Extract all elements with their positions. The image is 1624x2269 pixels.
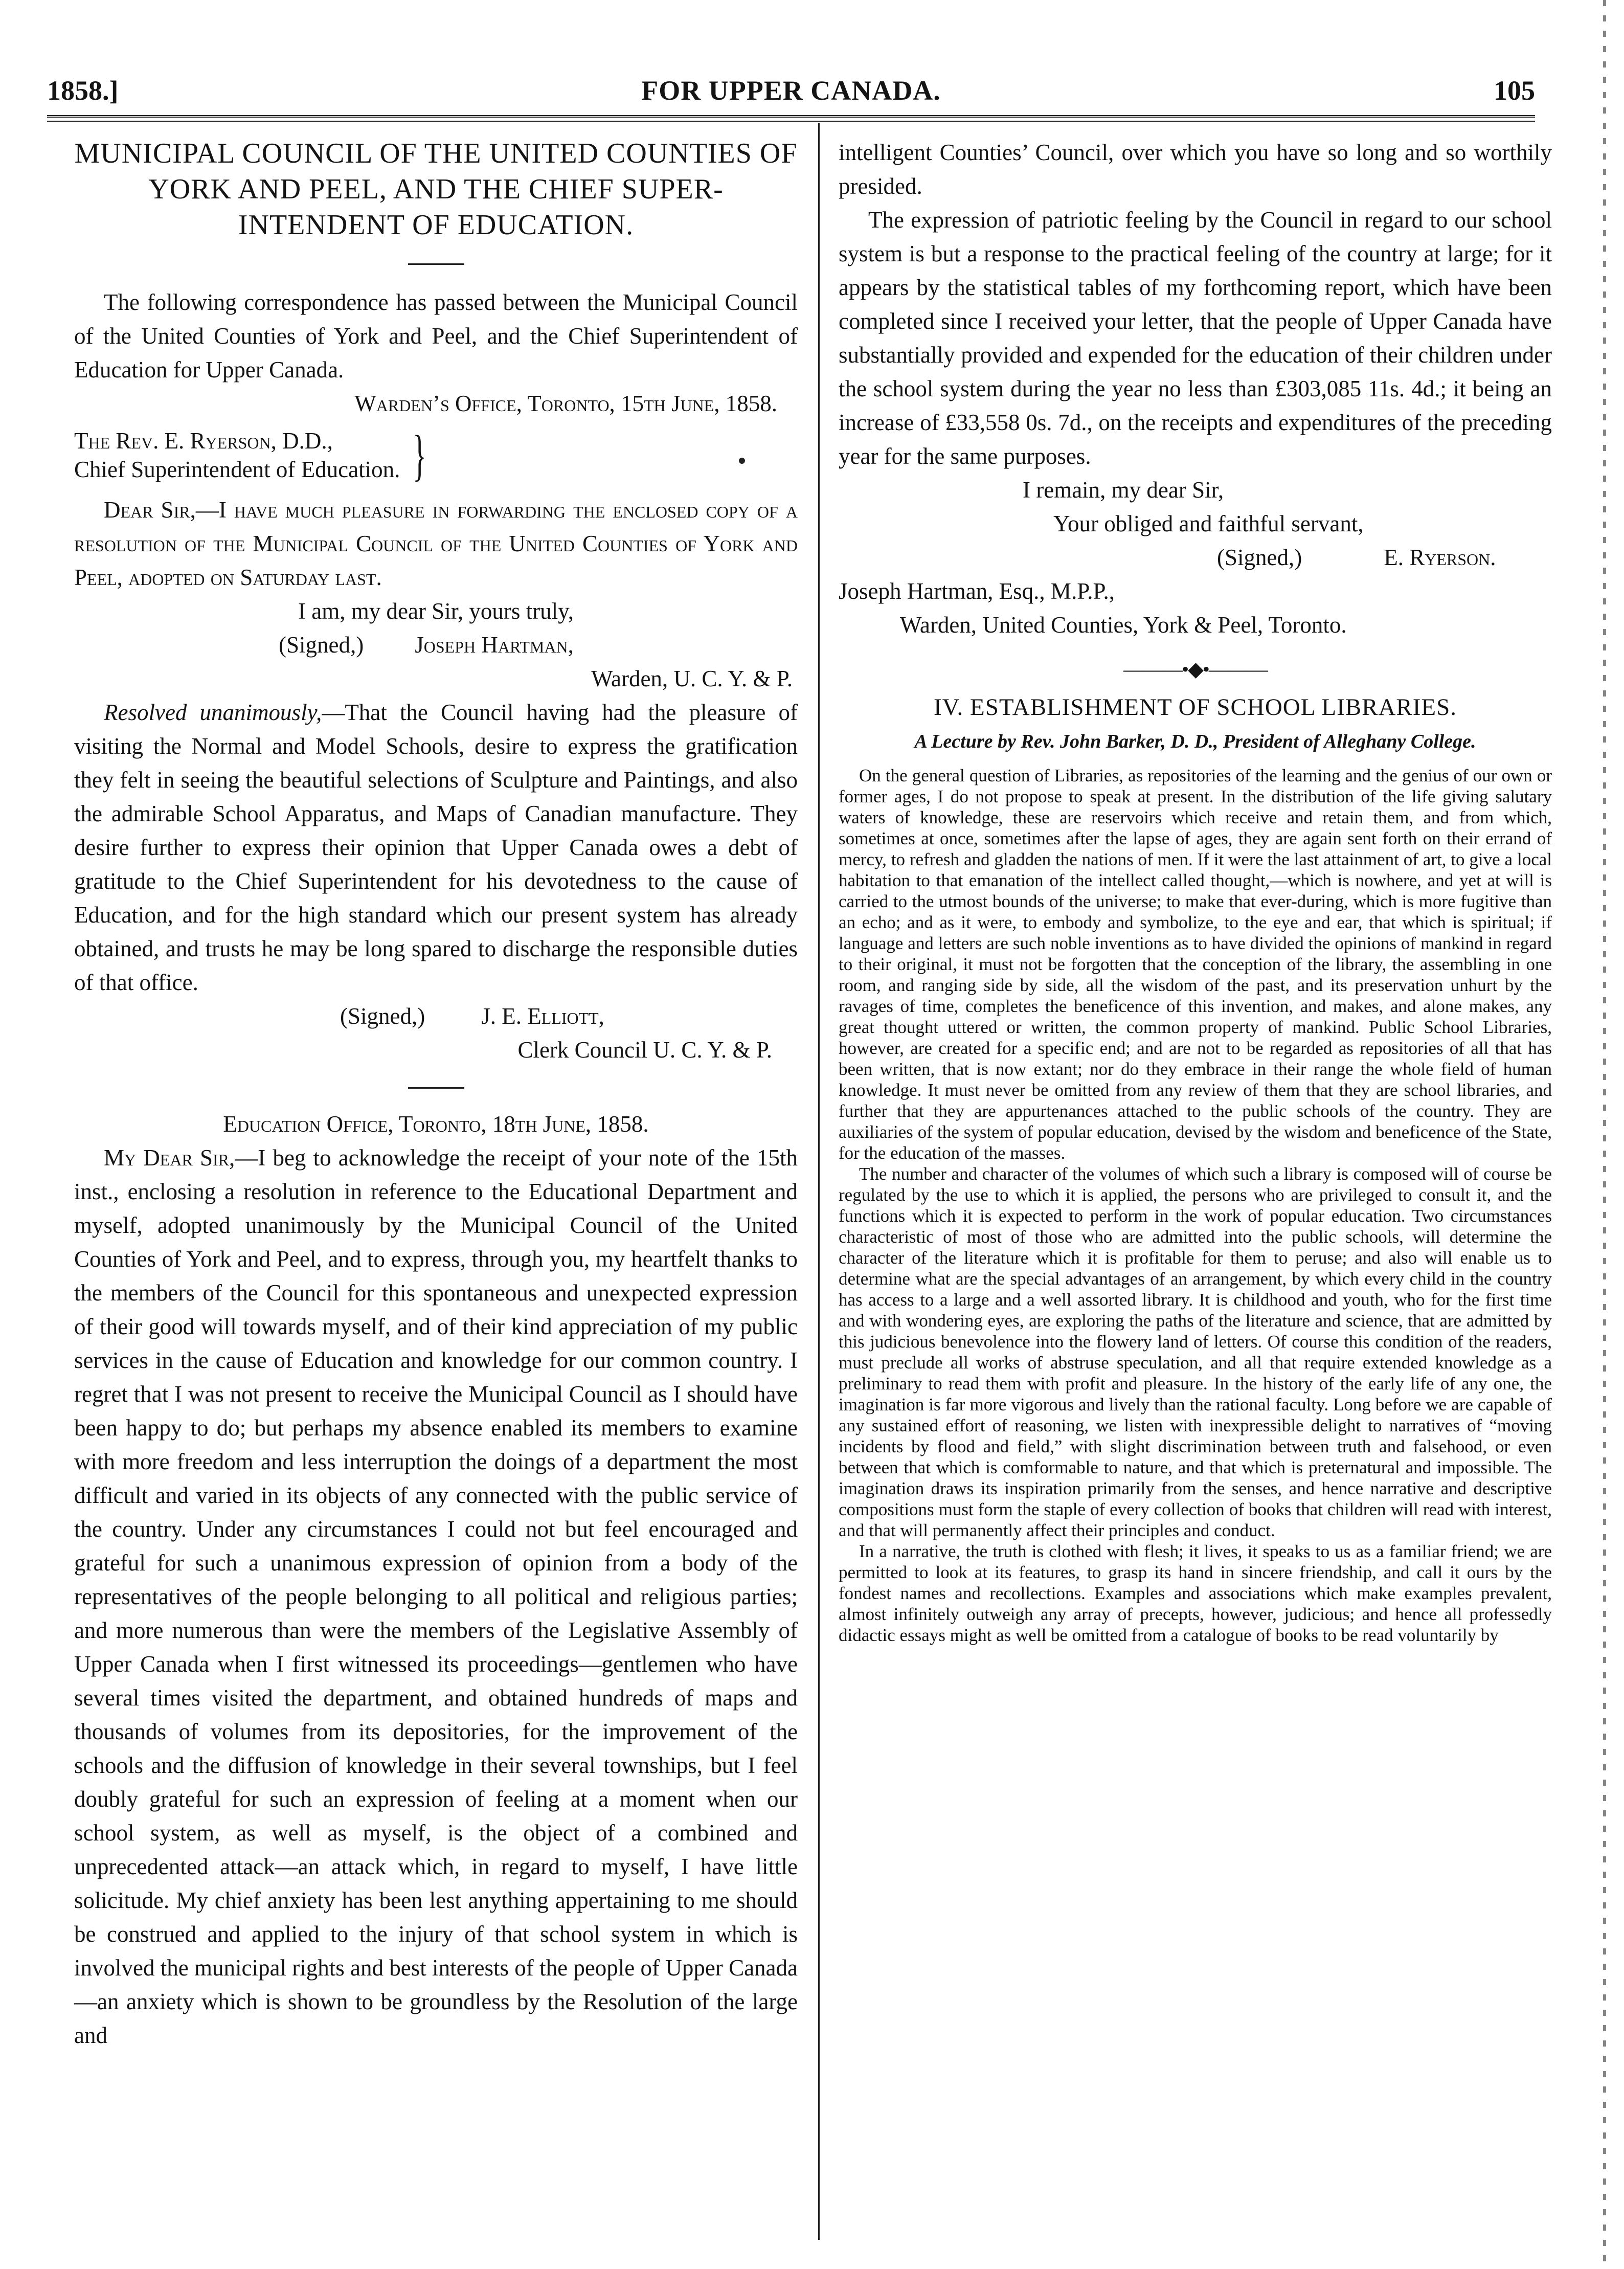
letter2-close2: Your obliged and faithful servant, <box>1053 511 1364 536</box>
letter2-recipient-title: Warden, United Counties, York & Peel, Toronto. <box>900 612 1347 638</box>
right-column <box>839 136 1552 1646</box>
lecture-paragraph-1: On the general question of Libraries, as repositories of the learning and the genius of our own or former ages, I do not propose to speak at present. In the distribution of the life giving salutary waters of knowledge, these are reservoirs which receive and retain them, and from which, sometimes at once, sometimes after the lapse of ages, they are again sent forth on their errand of mercy, to refresh and gladden the nations of men. If it were the last attainment of art, to give a local habitation to that emanation of the intellect called thought,—which is nowhere, and yet at will is carried to the utmost bounds of the universe; to make that ever-during, which is more fugitive than an echo; and as it were, to embody and symbolize, to the eye and ear, that which is spiritual; if language and letters are such noble inventions as to have divided the opinions of mankind in regard to their original, it must not be forgotten that the conception of the library, the assembling in one room, and ranging side by side, all the wisdom of the past, and its preservation unhurt by the ravages of time, completes the beneficence of this invention, and makes, and alone makes, any great thought uttered or written, the common property of mankind. Public School Libraries, however, are created for a specific end; and are not to be regarded as repositories of all that has been written, that is now extant; nor do they embrace in their range the whole field of human knowledge. It must never be omitted from any review of them that they are school libraries, and further that they are appurtenances attached to the public schools of the country. They are auxiliaries of the system of popular education, devised by the wisdom and beneficence of the State, for the education of the masses. <box>839 766 1552 1163</box>
left-column <box>74 136 798 2052</box>
addressee-name: The Rev. E. Ryerson, D.D., <box>74 428 333 454</box>
dateline-warden: Warden’s Office, Toronto, 15th June, 1858. <box>354 391 777 416</box>
letter2-signature <box>839 541 1552 574</box>
letter1-signature <box>74 628 798 662</box>
letter1-title: Warden, U. C. Y. & P. <box>591 666 793 691</box>
resolution-text: —That the Council having had the pleasure of visiting the Normal and Model Schools, desire to express the gratification they felt in seeing the beautiful selections of Sculpture and Paintings, and also the admirable School Apparatus, and Maps of Canadian manufacture. They desire further to express their opinion that Upper Canada owes a debt of gratitude to the Chief Superintendent for his devotedness to the cause of Education, and for the high standard which our present system has already obtained, and trusts he may be long spared to discharge the responsible duties of that office. <box>74 700 798 995</box>
addressee-block <box>74 426 798 484</box>
lecture-paragraph-3: In a narrative, the truth is clothed with flesh; it lives, it speaks to us as a familiar friend; we are permitted to look at its features, to grasp its hand in sincere friendship, and call it ours by the fondest names and recollections. Examples and associations which make examples prevalent, almost infinitely outweigh any array of precepts, however, judicious; and hence all professedly didactic essays might as well be omitted from a catalogue of books to be read voluntarily by <box>839 1541 1552 1645</box>
column-divider <box>818 123 820 2240</box>
letter2-paragraph2: The expression of patriotic feeling by the Council in regard to our school system is but a response to the practical feeling of the country at large; for it appears by the statistical tables of my forthcoming report, which have been completed since I received your letter, that the people of Upper Canada have substantially provided and expended for the education of their children under the school system during the year no less than £303,085 11s. 4d.; it being an increase of £33,558 0s. 7d., on the receipts and expenditures of the preceding year for the same purposes. <box>839 207 1552 469</box>
letter1-body <box>74 493 798 594</box>
letter1-close: I am, my dear Sir, yours truly, <box>298 598 574 624</box>
resolution-title: Clerk Council U. C. Y. & P. <box>517 1037 772 1063</box>
section-title: IV. ESTABLISHMENT OF SCHOOL LIBRARIES. <box>933 694 1457 721</box>
short-rule-2 <box>408 1087 464 1089</box>
resolution-paragraph <box>74 695 798 999</box>
lecture-byline: A Lecture by Rev. John Barker, D. D., President of Alleghany College. <box>914 731 1476 752</box>
dateline-education: Education Office, Toronto, 18th June, 1858. <box>223 1111 649 1137</box>
letter2-signer: E. Ryerson. <box>1384 545 1496 570</box>
resolution-signed: (Signed,) <box>340 1003 425 1029</box>
letter2-signed: (Signed,) <box>1217 545 1302 570</box>
resolution-lead: Resolved unanimously, <box>104 700 322 725</box>
letter2-salutation: My Dear Sir, <box>104 1145 235 1171</box>
header-title: FOR UPPER CANADA. <box>641 75 941 106</box>
page-edge-mark <box>1603 0 1606 2269</box>
letter2-continuation: intelligent Counties’ Council, over which you have so long and so worthily presided. <box>839 140 1552 199</box>
letter1-signed: (Signed,) <box>279 632 364 658</box>
short-rule <box>408 263 464 265</box>
resolution-name: J. E. Elliott, <box>481 1003 604 1029</box>
letter1-name: Joseph Hartman, <box>415 632 574 658</box>
brace-glyph: } <box>413 424 426 486</box>
letter2-text: —I beg to acknowledge the receipt of your note of the 15th inst., enclosing a resolution in reference to the Educational Department and myself, adopted unanimously by the Municipal Council of the United Counties of York and Peel, and to express, through you, my heartfelt thanks to the members of the Council for this spontaneous and unexpected expression of their good will towards myself, and of their kind appreciation of my public services in the cause of Education and knowledge for our common country. I regret that I was not present to receive the Municipal Council as I should have been happy to do; but perhaps my absence enabled its members to examine with more freedom and less interruption the doings of a department the most difficult and varied in its objects of any connected with the public service of the country. Under any circumstances I could not but feel encouraged and grateful for such a unanimous expression of opinion from a body of the representatives of the people belonging to all political and religious parties; and more numerous than were the members of the Legislative Assembly of Upper Canada when I first witnessed its proceedings—gentlemen who have several times visited the department, and obtained hundreds of maps and thousands of volumes from its depositories, for the improvement of the schools and the diffusion of knowledge in their several townships, but I feel doubly grateful for such an expression of feeling at a moment when our school system, as well as myself, is the object of a combined and unprecedented attack—an attack which, in regard to myself, I have little solicitude. My chief anxiety has been lest anything appertaining to me should be construed and applied to the injury of that school system in which is involved the municipal rights and best interests of the people of Upper Canada—an anxiety which is shown to be groundless by the Resolution of the large and <box>74 1145 798 2048</box>
letter2-close1: I remain, my dear Sir, <box>1023 477 1224 503</box>
lecture-paragraph-2: The number and character of the volumes of which such a library is composed will of course be regulated by the use to which it is applied, the persons who are privileged to consult it, and the functions which it is expected to perform in the work of popular education. Two circumstances characteristic of most of those who are admitted into the public schools, will determine the character of the literature which it is profitable for them to peruse; and also will enable us to determine what are the special advantages of an arrangement, by which every child in the country has access to a large and a well assorted library. It is childhood and youth, who for the first time and with wondering eyes, are exploring the paths of the literature and science, that are admitted by this judicious benevolence into the flowery land of letters. Of course this condition of the readers, must preclude all works of abstruse speculation, and all that require extended knowledge as a preliminary to read them with profit and pleasure. In the history of the early life of any one, the imagination is far more vigorous and lively than the rational faculty. Long before we are capable of any sustained effort of reasoning, we listen with inexpressible delight to narratives of “moving incidents by flood and field,” with slight discrimination between truth and falsehood, or even between that which is comformable to nature, and that which is preternatural and impossible. The imagination draws its inspiration primarily from the senses, and hence narrative and descriptive compositions must form the staple of every collection of books that children will read with interest, and that will permanently affect their principles and conduct. <box>839 1164 1552 1540</box>
running-header <box>47 60 1535 106</box>
page-number: 105 <box>1494 75 1535 106</box>
resolution-signature <box>74 999 798 1033</box>
header-year: 1858.] <box>47 75 119 106</box>
letter2-recipient: Joseph Hartman, Esq., M.P.P., <box>839 578 1115 604</box>
section-ornament: ———•◆•——— <box>1123 658 1267 681</box>
header-rule <box>47 115 1535 122</box>
addressee-title: Chief Superintendent of Education. <box>74 457 400 482</box>
article-title: MUNICIPAL COUNCIL OF THE UNITED COUNTIES OF YORK AND PEEL, AND THE CHIEF SUPER-INTENDENT OF EDUCATION. <box>74 138 798 241</box>
intro-paragraph: The following correspondence has passed between the Municipal Council of the United Counties of York and Peel, and the Chief Superintendent of Education for Upper Canada. <box>74 289 798 383</box>
letter1-body-text: Dear Sir,—I have much pleasure in forwarding the enclosed copy of a resolution of the Municipal Council of the United Counties of York and Peel, adopted on Saturday last. <box>74 497 798 590</box>
letter2-body <box>74 1141 798 2052</box>
